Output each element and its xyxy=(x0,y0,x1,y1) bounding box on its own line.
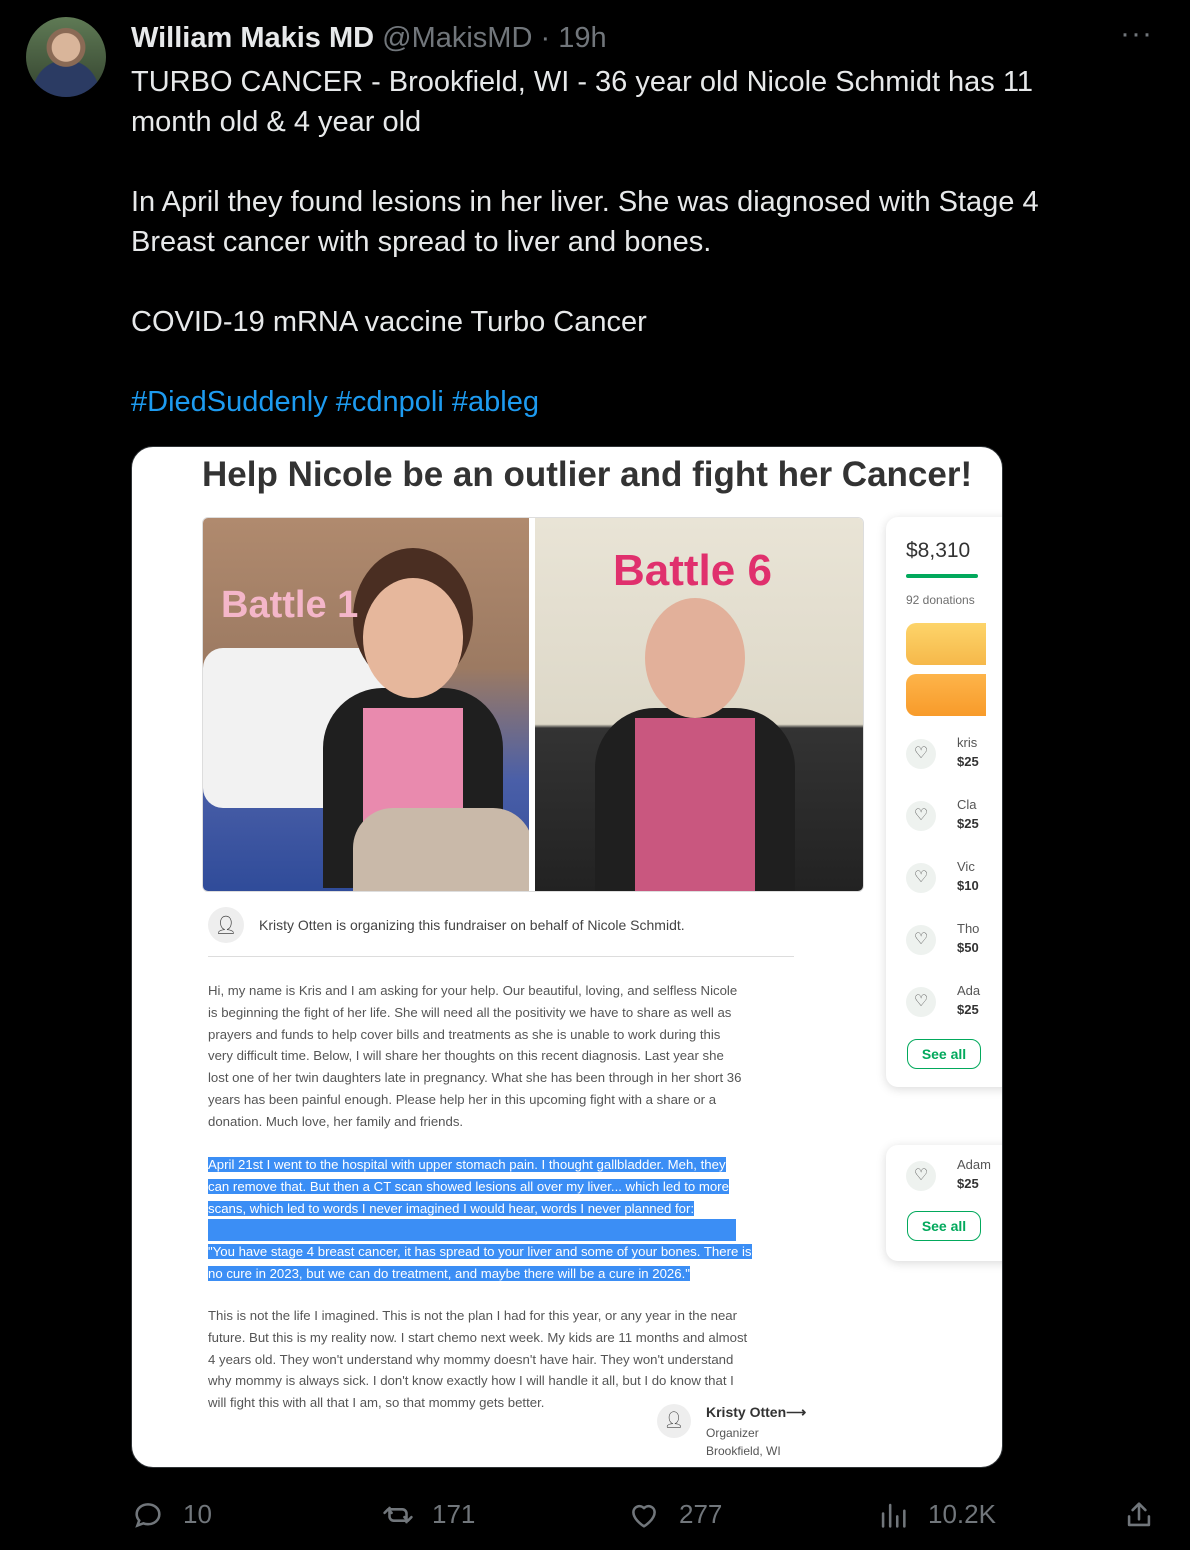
avatar[interactable] xyxy=(26,17,106,97)
donor-heart-icon: ♡ xyxy=(906,739,936,769)
organizer-location: Brookfield, WI xyxy=(706,1444,781,1458)
share-button xyxy=(906,623,986,665)
donation-count: 92 donations xyxy=(906,593,975,607)
action-bar xyxy=(0,1490,1190,1540)
repost-count: 171 xyxy=(432,1499,476,1529)
tweet-header xyxy=(131,20,607,56)
reply-button[interactable] xyxy=(131,1490,221,1538)
hashtag-link[interactable]: #cdnpoli xyxy=(335,386,444,418)
tweet-paragraph: COVID-19 mRNA vaccine Turbo Cancer xyxy=(131,306,647,338)
donor-name: kris xyxy=(957,735,978,750)
attached-image[interactable] xyxy=(131,446,1003,1468)
highlighted-line: April 21st I went to the hospital with upper stomach pain. I thought gallbladder. Meh, they xyxy=(208,1157,726,1172)
hashtag-link[interactable]: #ableg xyxy=(451,386,539,418)
story-line: 4 years old. They won't understand why mommy doesn't have hair. They won't understand xyxy=(208,1351,734,1367)
donor-name: Vic xyxy=(957,859,975,874)
donor-heart-icon: ♡ xyxy=(906,863,936,893)
story-line: very difficult time. Below, I will share her thoughts on this recent diagnosis. Last year she xyxy=(208,1048,724,1064)
highlighted-line: scans, which led to words I never imagined I would hear, words I never planned for: xyxy=(208,1200,694,1216)
post-time[interactable]: 19h xyxy=(558,22,607,54)
analytics-icon xyxy=(876,1498,910,1532)
donor-amount: $25 xyxy=(957,1002,979,1017)
repost-icon xyxy=(380,1498,416,1532)
donation-sidebar xyxy=(886,517,1003,1087)
highlighted-line: "You have stage 4 breast cancer, it has spread to your liver and some of your bones. There is xyxy=(208,1244,752,1260)
user-icon: 👤︎ xyxy=(208,907,244,943)
progress-bar xyxy=(906,574,978,578)
donor-amount: $50 xyxy=(957,940,979,955)
donor-amount: $10 xyxy=(957,878,979,893)
arrow-right-icon: ⟶ xyxy=(786,1404,807,1420)
donor-name: Cla xyxy=(957,797,977,812)
repost-button[interactable] xyxy=(380,1490,480,1538)
fundraiser-photos xyxy=(202,517,864,892)
reply-count: 10 xyxy=(183,1499,212,1529)
story-paragraph xyxy=(208,980,798,1133)
highlighted-line: no cure in 2023, but we can do treatment, and maybe there will be a cure in 2026." xyxy=(208,1265,690,1281)
story-paragraph xyxy=(208,1305,798,1414)
story-line: lost one of her twin daughters late in pregnancy. What she has been through in her short 36 xyxy=(208,1070,742,1086)
share-icon xyxy=(1122,1498,1156,1532)
tweet-paragraph: In April they found lesions in her liver. She was diagnosed with Stage 4 Breast cancer with spread to liver and bones. xyxy=(131,186,1039,258)
battle-6-label: Battle 6 xyxy=(613,546,772,595)
photo-battle-6 xyxy=(535,518,864,892)
tweet-paragraph: TURBO CANCER - Brookfield, WI - 36 year old Nicole Schmidt has 11 month old & 4 year old xyxy=(131,66,1033,138)
more-options-icon[interactable]: ··· xyxy=(1120,17,1153,50)
separator-dot: · xyxy=(540,22,551,54)
story-line: is beginning the fight of her life. She will need all the positivity we have to share as well as xyxy=(208,1004,732,1020)
donate-button xyxy=(906,674,986,716)
story-line: why mommy is always sick. I don't know exactly how I will handle it all, but I do know that I xyxy=(208,1373,734,1389)
donor-name: Adam xyxy=(957,1157,991,1172)
battle-1-label: Battle 1 xyxy=(221,584,359,626)
donor-item xyxy=(906,983,1003,1033)
donor-heart-icon: ♡ xyxy=(906,1161,936,1191)
story-line: Hi, my name is Kris and I am asking for your help. Our beautiful, loving, and selfless Nicole xyxy=(208,983,738,998)
organizer-name: Kristy Otten⟶ xyxy=(706,1404,807,1420)
highlighted-story xyxy=(208,1154,803,1285)
highlighted-line: can remove that. But then a CT scan showed lesions all over my liver... which led to more xyxy=(208,1178,729,1194)
donor-name: Tho xyxy=(957,921,980,936)
organizer-role: Organizer xyxy=(706,1426,759,1440)
hashtag-line xyxy=(131,382,1121,422)
donor-item xyxy=(906,859,1003,909)
views-button[interactable] xyxy=(876,1490,996,1538)
share-button[interactable] xyxy=(1122,1490,1162,1538)
organizer-text: Kristy Otten is organizing this fundraiser on behalf of Nicole Schmidt. xyxy=(259,917,685,933)
story-line: future. But this is my reality now. I start chemo next week. My kids are 11 months and almost xyxy=(208,1329,748,1345)
user-icon: 👤︎ xyxy=(657,1404,691,1438)
donor-item xyxy=(906,735,1003,785)
story-line: years has been painful enough. Please help her in this upcoming fight with a share or a xyxy=(208,1091,717,1107)
author-name[interactable]: William Makis MD xyxy=(131,22,375,54)
donor-name: Ada xyxy=(957,983,981,998)
donor-heart-icon: ♡ xyxy=(906,987,936,1017)
story-line: This is not the life I imagined. This is not the plan I had for this year, or any year in the near xyxy=(208,1308,738,1323)
tweet-text xyxy=(131,62,1121,422)
view-count: 10.2K xyxy=(928,1499,996,1529)
donor-heart-icon: ♡ xyxy=(906,801,936,831)
donor-amount: $25 xyxy=(957,1176,979,1191)
donor-heart-icon: ♡ xyxy=(906,925,936,955)
divider xyxy=(208,956,794,957)
story-line: will fight this with all that I am, so that mommy gets better. xyxy=(208,1395,545,1411)
like-count: 277 xyxy=(679,1499,723,1529)
heart-icon xyxy=(627,1498,661,1532)
story-line: prayers and funds to help cover bills and treatments as she is unable to work during this xyxy=(208,1026,721,1042)
donor-amount: $25 xyxy=(957,754,979,769)
hashtag-link[interactable]: #DiedSuddenly xyxy=(131,386,328,418)
story-line: donation. Much love, her family and friends. xyxy=(208,1113,464,1129)
donor-item xyxy=(906,921,1003,971)
donation-sidebar-repeat xyxy=(886,1145,1003,1261)
donor-item xyxy=(906,797,1003,847)
highlighted-blank-line xyxy=(208,1219,736,1241)
author-handle[interactable]: @MakisMD xyxy=(382,22,533,54)
fundraiser-title: Help Nicole be an outlier and fight her Cancer! xyxy=(202,455,973,494)
amount-raised: $8,310 xyxy=(906,539,971,562)
donor-amount: $25 xyxy=(957,816,979,831)
photo-battle-1 xyxy=(203,518,529,892)
reply-icon xyxy=(131,1498,165,1532)
like-button[interactable] xyxy=(627,1490,727,1538)
donor-item xyxy=(906,1157,1003,1207)
see-all-button: See all xyxy=(907,1039,981,1069)
see-all-button: See all xyxy=(907,1211,981,1241)
